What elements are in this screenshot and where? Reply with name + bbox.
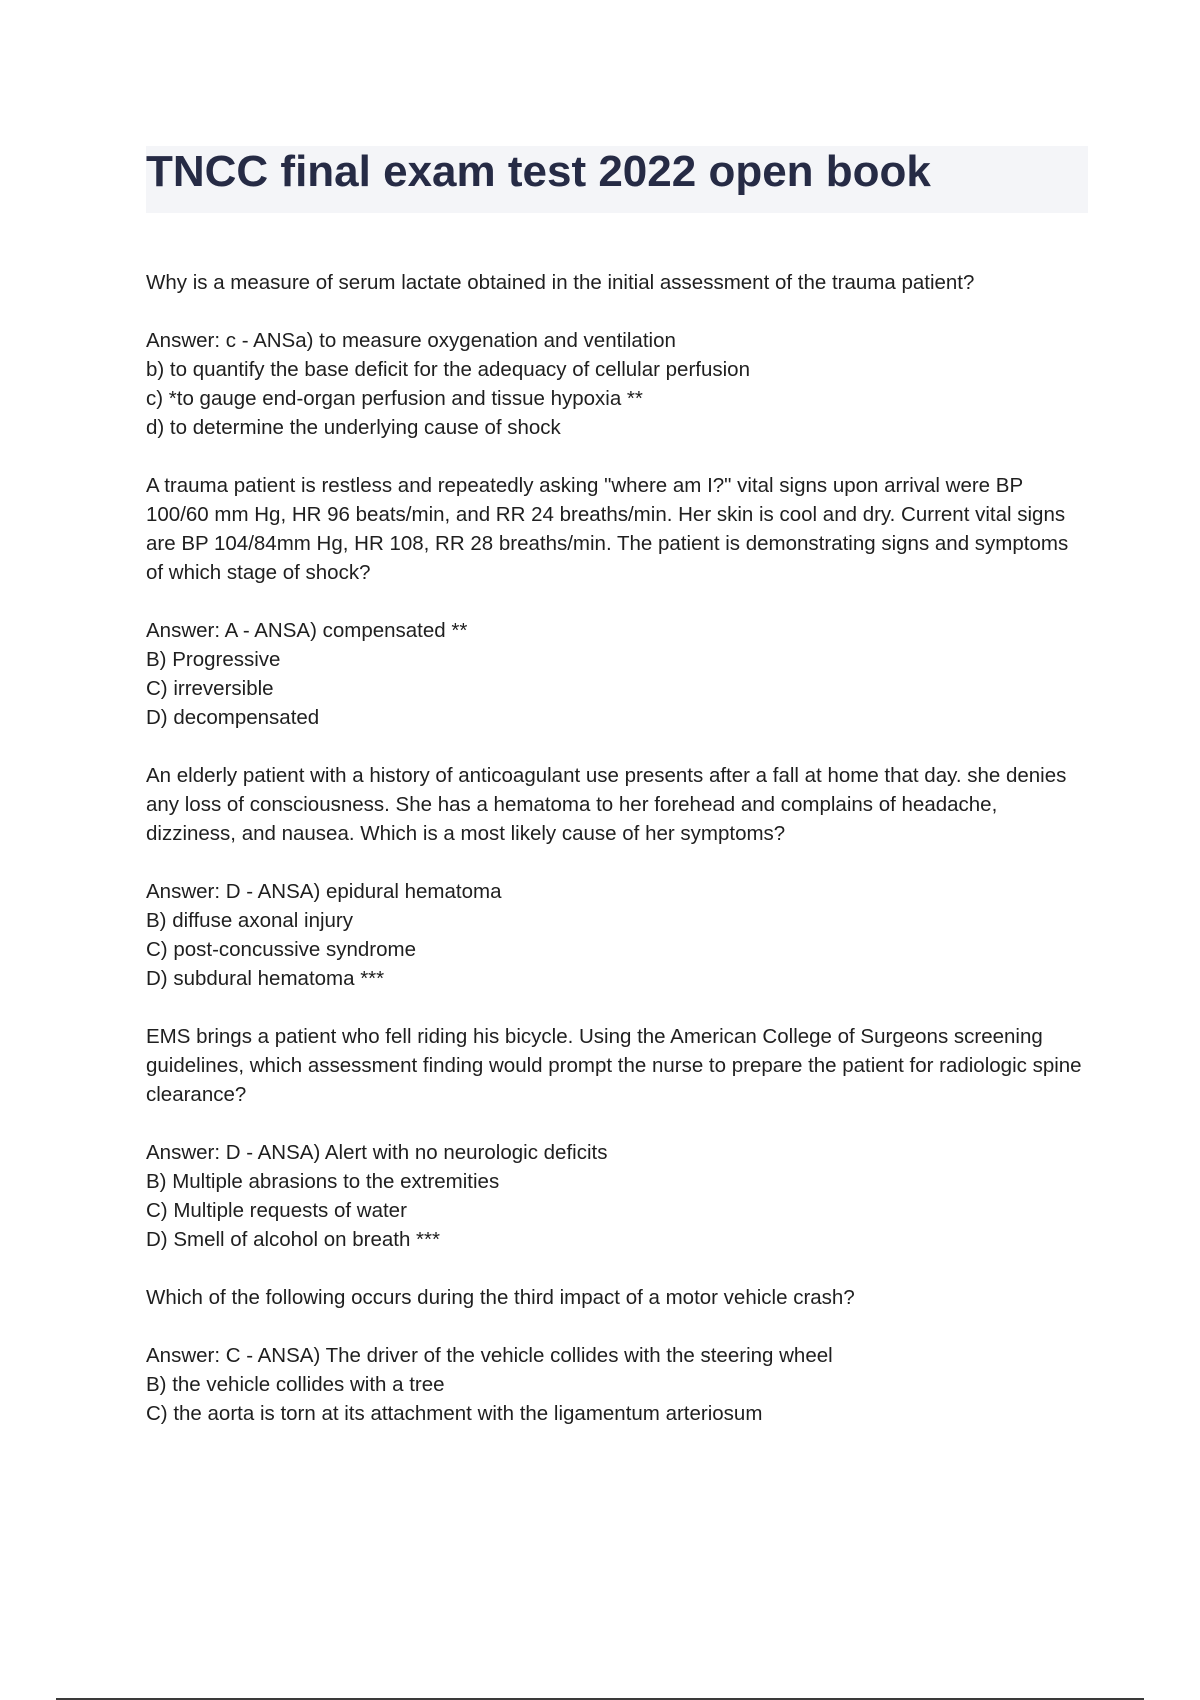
- qa-item-4: [146, 1022, 1088, 1254]
- answer-line: Answer: D - ANSA) epidural hematoma: [146, 880, 502, 903]
- answer-option: b) to quantify the base deficit for the adequacy of cellular perfusion: [146, 358, 750, 381]
- question-text: EMS brings a patient who fell riding his bicycle. Using the American College of Surgeons screening guidelines, which assessment finding would prompt the nurse to prepare the patient for radiologic spine clearance?: [146, 1025, 1082, 1106]
- answer-option: B) Multiple abrasions to the extremities: [146, 1170, 500, 1193]
- answer-option: d) to determine the underlying cause of shock: [146, 416, 561, 439]
- answer-option: C) Multiple requests of water: [146, 1199, 407, 1222]
- answer-line: Answer: D - ANSA) Alert with no neurologic deficits: [146, 1141, 608, 1164]
- answer-option: D) decompensated: [146, 706, 320, 729]
- answer-option: B) Progressive: [146, 648, 281, 671]
- answer-option: C) the aorta is torn at its attachment with the ligamentum arteriosum: [146, 1402, 763, 1425]
- answer-option: C) post-concussive syndrome: [146, 938, 417, 961]
- qa-item-3: [146, 761, 1088, 993]
- qa-content: [146, 268, 1088, 1457]
- answer-line: Answer: c - ANSa) to measure oxygenation and ventilation: [146, 329, 676, 352]
- answer-option: c) *to gauge end-organ perfusion and tissue hypoxia **: [146, 387, 643, 410]
- answer-option: B) the vehicle collides with a tree: [146, 1373, 445, 1396]
- question-text: Which of the following occurs during the third impact of a motor vehicle crash?: [146, 1286, 855, 1309]
- qa-item-1: [146, 268, 1088, 442]
- answer-option: B) diffuse axonal injury: [146, 909, 354, 932]
- answer-option: C) irreversible: [146, 677, 274, 700]
- question-text: Why is a measure of serum lactate obtained in the initial assessment of the trauma patient?: [146, 271, 975, 294]
- answer-line: Answer: A - ANSA) compensated **: [146, 619, 468, 642]
- answer-option: D) subdural hematoma ***: [146, 967, 385, 990]
- question-text: A trauma patient is restless and repeatedly asking "where am I?" vital signs upon arrival were BP 100/60 mm Hg, HR 96 beats/min, and RR 24 breaths/min. Her skin is cool and dry. Current vital signs are BP 104/84mm Hg, HR 108, RR 28 breaths/min. The patient is demonstrating signs and symptoms of which stage of shock?: [146, 474, 1069, 584]
- page-title: TNCC final exam test 2022 open book: [146, 147, 931, 196]
- answer-line: Answer: C - ANSA) The driver of the vehicle collides with the steering wheel: [146, 1344, 833, 1367]
- qa-item-5: [146, 1283, 1088, 1428]
- title-banner: [146, 146, 1088, 213]
- answer-option: D) Smell of alcohol on breath ***: [146, 1228, 440, 1251]
- qa-item-2: [146, 471, 1088, 732]
- question-text: An elderly patient with a history of anticoagulant use presents after a fall at home that day. she denies any loss of consciousness. She has a hematoma to her forehead and complains of headache, dizziness, and nausea. Which is a most likely cause of her symptoms?: [146, 764, 1067, 845]
